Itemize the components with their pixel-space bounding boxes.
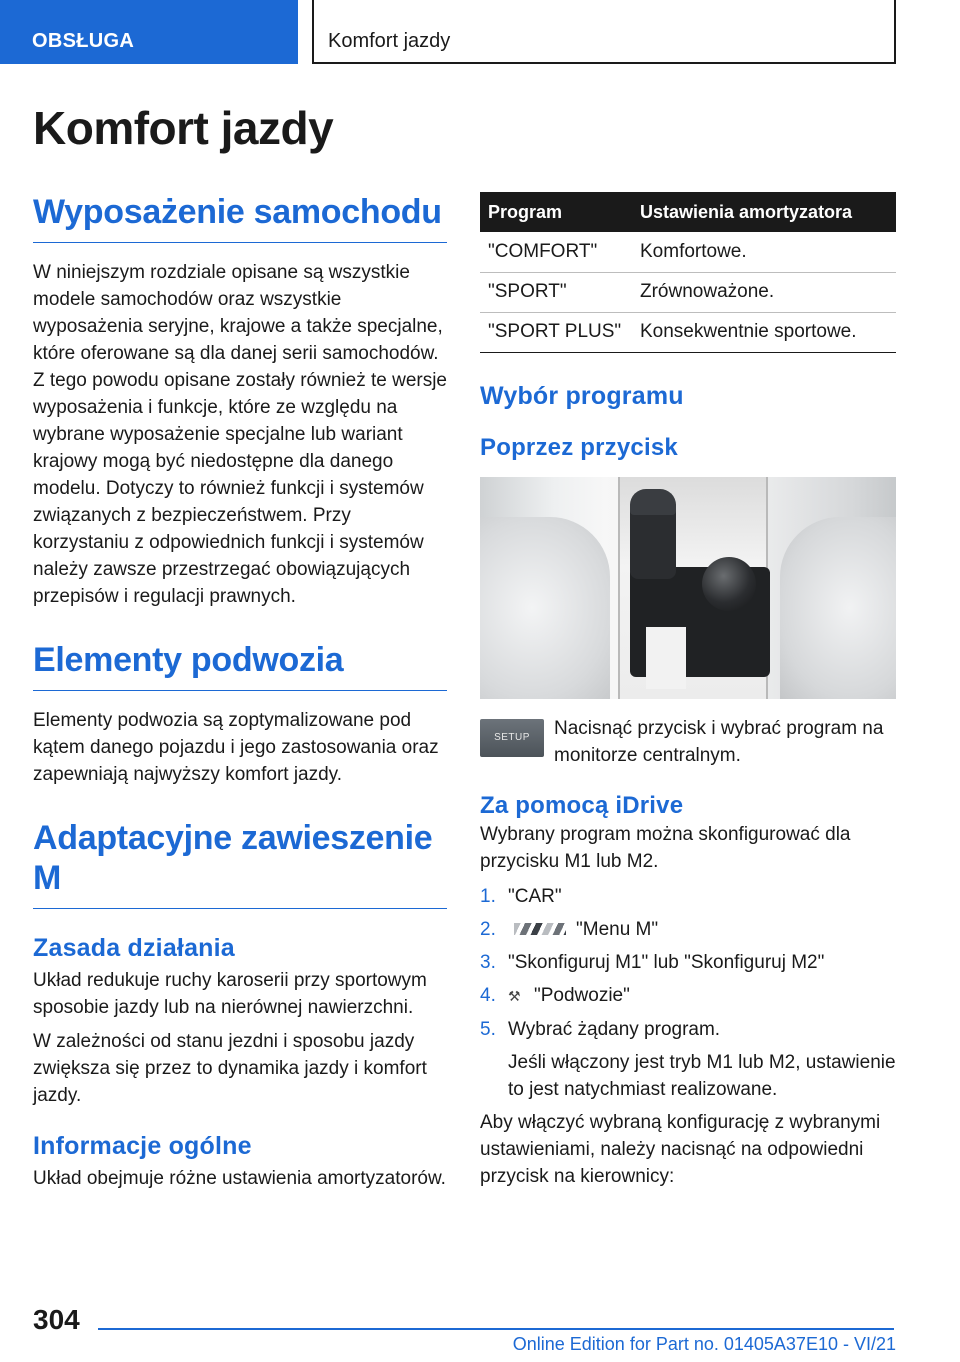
list-item — [480, 949, 896, 976]
table-cell: Zrównoważone. — [632, 272, 896, 312]
m-stripes-icon — [514, 923, 566, 935]
footer-divider — [98, 1328, 894, 1330]
heading-adaptacyjne-zawieszenie: Adaptacyjne zawieszenie M — [33, 818, 447, 909]
heading-za-pomoca-idrive: Za pomocą iDrive — [480, 791, 684, 819]
step-text: Wybrać żądany program. — [508, 1018, 721, 1040]
setup-instruction-text: Nacisnąć przycisk i wybrać program na monitorze centralnym. — [554, 717, 884, 766]
table-cell: Komfortowe. — [632, 232, 896, 272]
step-text: "Podwozie" — [534, 984, 630, 1006]
step-number: 3. — [480, 951, 496, 973]
table-header-program: Program — [480, 192, 632, 232]
idrive-steps-list — [480, 883, 896, 1043]
paragraph-idrive-intro: Wybrany program można skonfigurować dla przycisku M1 lub M2. — [480, 823, 851, 872]
paragraph-wyposazenie: W niniejszym rozdziale opisane są wszystkie modele samochodów oraz wszystkie wyposażenia seryjne, krajowe a także specjalne, które oferowane są dla danej serii samochodów. Z tego powodu opisane zostały również te wersje wyposażenia i funkcje, które ze względu na wybrane wyposażenie specjalne lub wariant krajowy mogą być niedostępne dla danego modelu. Dotyczy to również funkcji i systemów związanych z bezpieczeństwem. Przy korzystaniu z odpowiednich funkcji i systemów należy zawsze przestrzegać obowiązujących przepisów i regulacji prawnych. — [33, 262, 448, 607]
step-text: "Skonfiguruj M1" lub "Skonfiguruj M2" — [508, 951, 825, 973]
step-5-note: Jeśli włączony jest tryb M1 lub M2, ustawienie to jest natychmiast realizowane. — [508, 1051, 896, 1100]
table-cell: "COMFORT" — [480, 232, 632, 272]
table-cell: "SPORT PLUS" — [480, 312, 632, 352]
step-number: 4. — [480, 984, 496, 1006]
table-row — [480, 272, 896, 312]
step-text: "CAR" — [508, 885, 562, 907]
damper-settings-table — [480, 192, 896, 353]
table-row — [480, 312, 896, 352]
heading-poprzez-przycisk: Poprzez przycisk — [480, 433, 678, 461]
step-text: "Menu M" — [576, 918, 659, 940]
idrive-controller-knob — [702, 557, 756, 611]
list-item — [480, 916, 896, 943]
setup-button-icon: SETUP — [480, 719, 544, 757]
heading-informacje-ogolne: Informacje ogólne — [33, 1132, 252, 1160]
page-title: Komfort jazdy — [33, 102, 334, 154]
list-item — [480, 883, 896, 910]
step-number: 1. — [480, 885, 496, 907]
list-item — [480, 982, 896, 1010]
heading-elementy-podwozia: Elementy podwozia — [33, 640, 447, 691]
page-number: 304 — [33, 1304, 80, 1335]
list-item — [480, 1016, 896, 1043]
paragraph-elementy-podwozia: Elementy podwozia są zoptymalizowane pod kątem danego pojazdu i jego zastosowania oraz zapewniają najwyższy komfort jazdy. — [33, 710, 439, 785]
heading-wyposazenie: Wyposażenie samochodu — [33, 192, 447, 243]
step-number: 5. — [480, 1018, 496, 1040]
table-header-row — [480, 192, 896, 232]
center-console-photo — [480, 477, 896, 699]
table-row — [480, 232, 896, 272]
setup-instruction — [480, 715, 896, 769]
paragraph-idrive-outro: Aby włączyć wybraną konfigurację z wybranymi ustawieniami, należy nacisnąć na odpowiedni przycisk na kierownicy: — [480, 1111, 881, 1187]
suspension-icon: ⚒ — [508, 987, 521, 1004]
table-cell: "SPORT" — [480, 272, 632, 312]
header-chapter-title: Komfort jazdy — [312, 0, 896, 64]
right-column — [480, 192, 896, 1190]
heading-wybor-programu: Wybór programu — [480, 381, 684, 410]
header-section-tab: OBSŁUGA — [0, 0, 298, 64]
left-column — [33, 100, 447, 1192]
step-number: 2. — [480, 918, 496, 940]
table-header-settings: Ustawienia amortyzatora — [632, 192, 896, 232]
footer-edition: Online Edition for Part no. 01405A37E10 - VI/21 — [512, 1334, 896, 1354]
paragraph-zasada-2: W zależności od stanu jezdni i sposobu jazdy zwiększa się przez to dynamika jazdy i komfort jazdy. — [33, 1031, 427, 1106]
table-cell: Konsekwentnie sportowe. — [632, 312, 896, 352]
heading-zasada-dzialania: Zasada działania — [33, 934, 235, 962]
paragraph-zasada-1: Układ redukuje ruchy karoserii przy sportowym sposobie jazdy lub na nierównej nawierzchni. — [33, 970, 427, 1018]
paragraph-informacje-ogolne: Układ obejmuje różne ustawienia amortyzatorów. — [33, 1168, 446, 1189]
